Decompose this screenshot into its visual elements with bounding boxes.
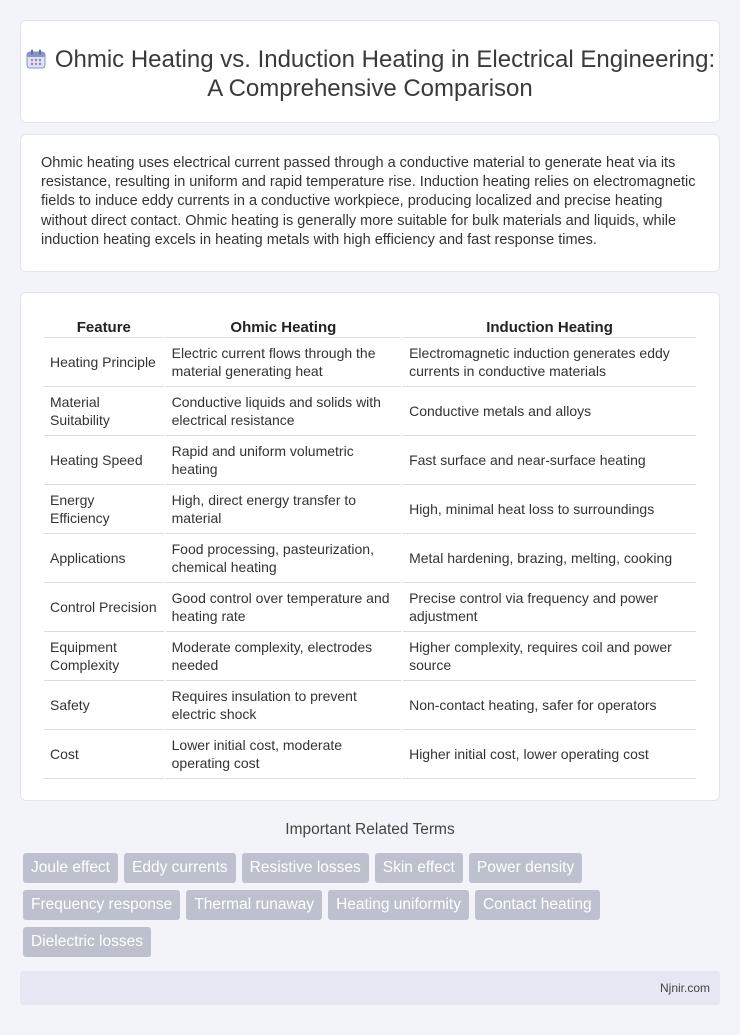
term-tag[interactable]: Resistive losses — [242, 853, 369, 883]
ohmic-cell: Lower initial cost, moderate operating cost — [166, 730, 401, 779]
page-title: Ohmic Heating vs. Induction Heating in Electrical Engineering: A Comprehensive Comparison — [54, 46, 716, 102]
feature-cell: Heating Principle — [44, 338, 164, 387]
ohmic-cell: High, direct energy transfer to material — [166, 485, 401, 534]
related-terms-list — [23, 853, 623, 957]
calendar-icon — [25, 48, 47, 70]
table-row — [44, 632, 696, 681]
feature-cell: Energy Efficiency — [44, 485, 164, 534]
table-row — [44, 534, 696, 583]
feature-cell: Equipment Complexity — [44, 632, 164, 681]
induction-cell: Conductive metals and alloys — [403, 387, 696, 436]
term-tag[interactable]: Contact heating — [475, 890, 600, 920]
related-terms-title: Important Related Terms — [285, 821, 455, 838]
induction-cell: Higher complexity, requires coil and power source — [403, 632, 696, 681]
table-row — [44, 387, 696, 436]
term-tag[interactable]: Power density — [469, 853, 582, 883]
header-ohmic: Ohmic Heating — [166, 314, 401, 338]
induction-cell: Precise control via frequency and power adjustment — [403, 583, 696, 632]
induction-cell: Higher initial cost, lower operating cost — [403, 730, 696, 779]
ohmic-cell: Good control over temperature and heating rate — [166, 583, 401, 632]
ohmic-cell: Electric current flows through the material generating heat — [166, 338, 401, 387]
title-card — [20, 20, 720, 123]
term-tag[interactable]: Eddy currents — [124, 853, 236, 883]
induction-cell: Fast surface and near-surface heating — [403, 436, 696, 485]
table-row — [44, 681, 696, 730]
induction-cell: Electromagnetic induction generates eddy currents in conductive materials — [403, 338, 696, 387]
table-row — [44, 485, 696, 534]
induction-cell: High, minimal heat loss to surroundings — [403, 485, 696, 534]
table-row — [44, 730, 696, 779]
table-row — [44, 436, 696, 485]
feature-cell: Heating Speed — [44, 436, 164, 485]
ohmic-cell: Food processing, pasteurization, chemical heating — [166, 534, 401, 583]
header-induction: Induction Heating — [403, 314, 696, 338]
footer-brand[interactable]: Njnir.com — [659, 981, 710, 995]
term-tag[interactable]: Heating uniformity — [328, 890, 469, 920]
header-feature: Feature — [44, 314, 164, 338]
term-tag[interactable]: Skin effect — [375, 853, 463, 883]
footer — [20, 971, 720, 1005]
page-title-wrap — [21, 45, 719, 103]
table-row — [44, 338, 696, 387]
table-row — [44, 583, 696, 632]
table-header-row — [44, 314, 696, 338]
feature-cell: Cost — [44, 730, 164, 779]
comparison-card — [20, 292, 720, 801]
ohmic-cell: Moderate complexity, electrodes needed — [166, 632, 401, 681]
feature-cell: Material Suitability — [44, 387, 164, 436]
intro-paragraph: Ohmic heating uses electrical current passed through a conductive material to generate heat via its resistance, resulting in uniform and rapid temperature rise. Induction heating relies on electromagnetic fields to induce eddy currents in a conductive workpiece, producing localized and precise heating without direct contact. Ohmic heating is generally more suitable for bulk materials and liquids, while induction heating excels in heating metals with high efficiency and fast response times. — [41, 155, 696, 248]
ohmic-cell: Rapid and uniform volumetric heating — [166, 436, 401, 485]
comparison-table — [42, 314, 698, 779]
induction-cell: Non-contact heating, safer for operators — [403, 681, 696, 730]
feature-cell: Control Precision — [44, 583, 164, 632]
term-tag[interactable]: Dielectric losses — [23, 927, 151, 957]
ohmic-cell: Conductive liquids and solids with electrical resistance — [166, 387, 401, 436]
induction-cell: Metal hardening, brazing, melting, cooking — [403, 534, 696, 583]
feature-cell: Applications — [44, 534, 164, 583]
term-tag[interactable]: Frequency response — [23, 890, 180, 920]
term-tag[interactable]: Joule effect — [23, 853, 118, 883]
feature-cell: Safety — [44, 681, 164, 730]
term-tag[interactable]: Thermal runaway — [186, 890, 322, 920]
ohmic-cell: Requires insulation to prevent electric shock — [166, 681, 401, 730]
intro-card — [20, 134, 720, 272]
